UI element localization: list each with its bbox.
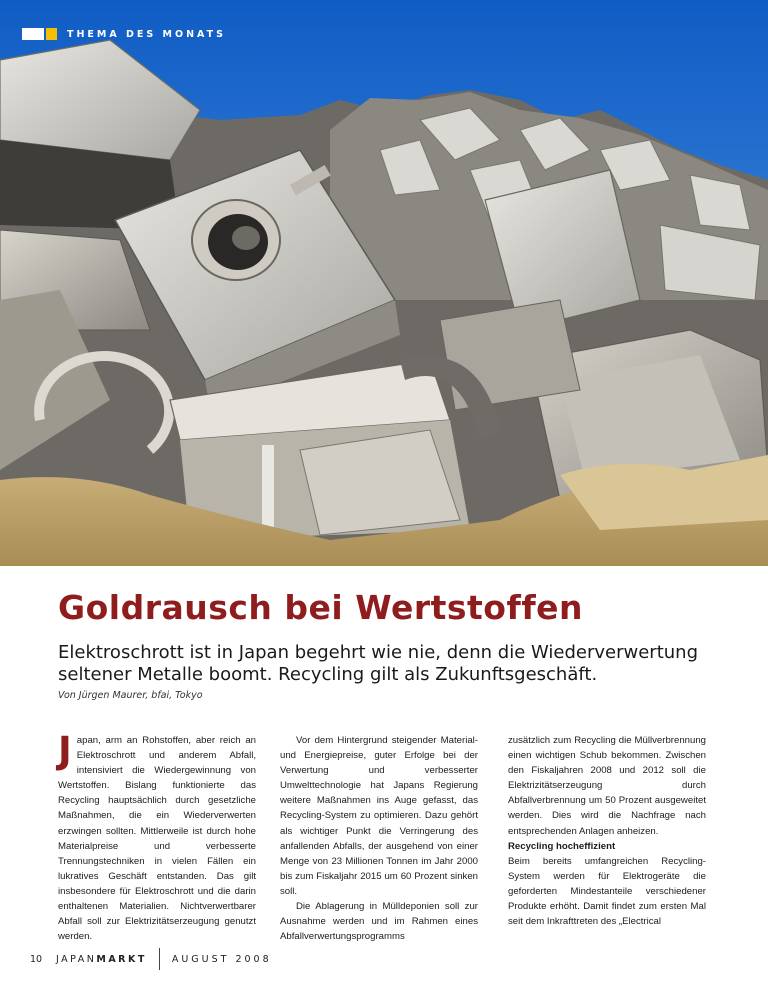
article-byline: Von Jürgen Maurer, bfai, Tokyo: [58, 690, 203, 701]
section-marker-yellow: [46, 28, 57, 40]
article-title: Goldrausch bei Wertstoffen: [58, 588, 584, 627]
paragraph: zusätzlich zum Recycling die Müllverbrennung einen wichtigen Schub bekommen. Zwischen den Fiskaljahren 2008 und 2012 soll die Elektrizitätserzeugung durch Abfallverbrennung um 50 Prozent ausgeweitet werden. Dies wird die Nachfrage nach entsprechenden Anlagen anheizen.: [508, 735, 706, 837]
page-number: 10: [30, 953, 43, 965]
article-column-3: [508, 733, 706, 929]
page-footer: [30, 952, 272, 966]
paragraph: Vor dem Hintergrund steigender Material- und Energiepreise, guter Erfolge bei der Verwertung und verbesserter Umwelttechnologie hat Japans Regierung weitere Maßnahmen ins Auge gefasst, das Recycling-System zu optimieren. Dazu gehört als wichtiger Punkt die Verringerung des anfallenden Abfalls, der ausgehend von einer Menge von 23 Millionen Tonnen im Jahr 2000 bis zum Fiskaljahr 2015 um 60 Prozent sinken soll.: [280, 735, 478, 897]
section-marker-white: [22, 28, 44, 40]
issue-date: AUGUST 2008: [171, 953, 272, 965]
article-deck: Elektroschrott ist in Japan begehrt wie nie, denn die Wiederverwertung seltener Metalle boomt. Recycling gilt als Zukunftsgeschäft.: [58, 642, 698, 685]
paragraph: Beim bereits umfangreichen Recycling-System werden für Elektrogeräte die geforderten Mindestanteile verschiedener Produkte erhöht. Damit findet zum ersten Mal seit dem Inkrafttreten des „Electrical: [508, 855, 706, 928]
magazine-name-bold: MARKT: [96, 953, 147, 965]
section-header: [22, 28, 226, 40]
drop-cap: J: [58, 729, 72, 772]
magazine-name-light: JAPAN: [56, 953, 97, 965]
article-column-1: [58, 729, 256, 944]
subheading: Recycling hocheffizient: [508, 840, 616, 852]
paragraph: Die Ablagerung in Mülldeponien soll zur Ausnahme werden und im Rahmen eines Abfallverwertungsprogramms: [280, 901, 478, 943]
article-column-2: [280, 733, 478, 944]
footer-divider: [159, 948, 160, 970]
paragraph: apan, arm an Rohstoffen, aber reich an Elektroschrott und anderem Abfall, intensiviert die Wiedergewinnung von Wertstoffen. Bislang funktionierte das Recycling hauptsächlich durch gesetzliche Maßnahmen, die ein Wiederverwerten erzwingen sollten. Mittlerweile ist durch hohe Materialpreise und verbesserte Trennungstechniken in vielen Fällen ein lukratives Geschäft entstanden. Das gilt insbesondere für Elektroschrott und die darin enthaltenen Materialien. Nichtverwertbarer Abfall soll zur Elektrizitätserzeugung genutzt werden.: [58, 735, 256, 943]
section-label: THEMA DES MONATS: [67, 28, 226, 40]
